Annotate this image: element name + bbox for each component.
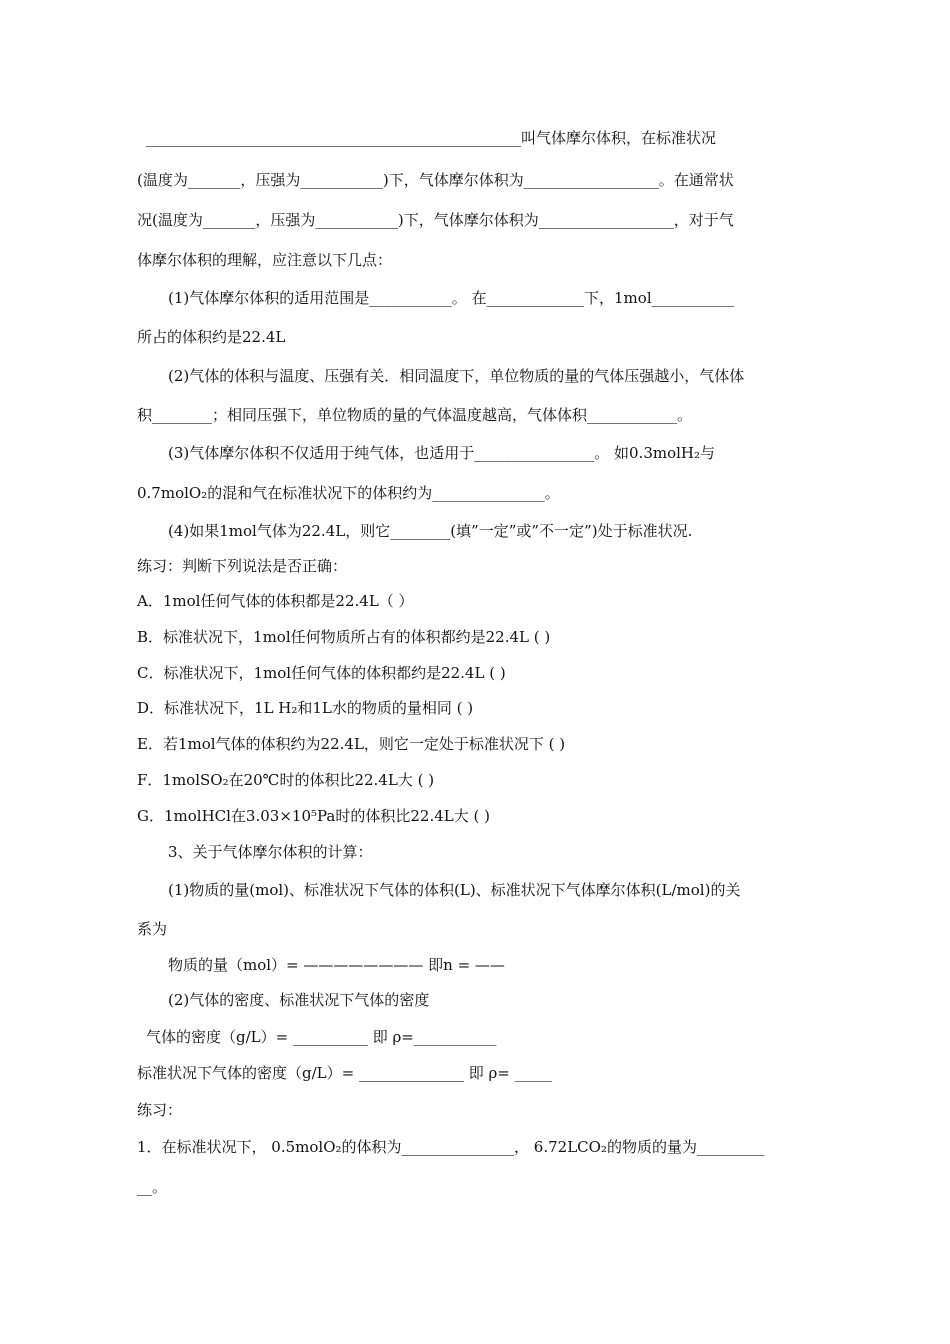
option-e: E．若1mol气体的体积约为22.4L，则它一定处于标准状况下 ( )	[137, 735, 566, 753]
text-line: (1)物质的量(mol)、标准状况下气体的体积(L)、标准状况下气体摩尔体积(L/mol)的关	[168, 881, 741, 899]
text-line: (4)如果1mol气体为22.4L，则它________(填”一定”或”不一定”)处于标准状况.	[168, 522, 693, 540]
text-line: 系为	[137, 920, 168, 938]
text-line: 0.7molO₂的混和气在标准状况下的体积约为_______________。	[137, 484, 560, 502]
option-d: D．标准状况下，1L H₂和1L水的物质的量相同 ( )	[137, 699, 474, 717]
text-line: 所占的体积约是22.4L	[137, 328, 286, 346]
text-line: (3)气体摩尔体积不仅适用于纯气体，也适用于________________。 如0.3molH₂与	[168, 444, 716, 462]
text-line: 练习：判断下列说法是否正确：	[137, 557, 348, 575]
option-f: F．1molSO₂在20℃时的体积比22.4L大 ( )	[137, 771, 435, 789]
formula-line: 标准状况下气体的密度（g/L）= ______________ 即 ρ= _____	[137, 1064, 553, 1082]
text-line: 练习：	[137, 1101, 183, 1119]
text-line: 体摩尔体积的理解，应注意以下几点：	[137, 251, 393, 269]
exercise-line: 1．在标准状况下， 0.5molO₂的体积为_______________， 6.72LCO₂的物质的量为_________	[137, 1138, 765, 1156]
formula-line: 物质的量（mol）= ———————— 即n = ——	[168, 956, 505, 974]
exercise-line: __。	[137, 1178, 168, 1196]
formula-line: 气体的密度（g/L）= __________ 即 ρ=___________	[146, 1028, 497, 1046]
section-heading: 3、关于气体摩尔体积的计算：	[168, 843, 373, 861]
text-line: 况(温度为_______，压强为___________)下，气体摩尔体积为__________________，对于气	[137, 211, 734, 229]
option-b: B．标准状况下，1mol任何物质所占有的体积都约是22.4L ( )	[137, 628, 551, 646]
text-line: (温度为_______，压强为___________)下，气体摩尔体积为__________________。在通常状	[137, 171, 734, 189]
option-g: G．1molHCl在3.03×10⁵Pa时的体积比22.4L大 ( )	[137, 807, 490, 825]
text-line: (2)气体的密度、标准状况下气体的密度	[168, 991, 430, 1009]
text-line: (1)气体摩尔体积的适用范围是___________。 在_____________下，1mol___________	[168, 289, 735, 307]
option-a: A．1mol任何气体的体积都是22.4L（ ）	[137, 592, 414, 610]
option-c: C．标准状况下，1mol任何气体的体积都约是22.4L ( )	[137, 664, 506, 682]
text-line: __________________________________________________叫气体摩尔体积，在标准状况	[146, 129, 717, 147]
text-line: (2)气体的体积与温度、压强有关．相同温度下，单位物质的量的气体压强越小，气体体	[168, 367, 745, 385]
text-line: 积________；相同压强下，单位物质的量的气体温度越高，气体体积____________。	[137, 406, 693, 424]
